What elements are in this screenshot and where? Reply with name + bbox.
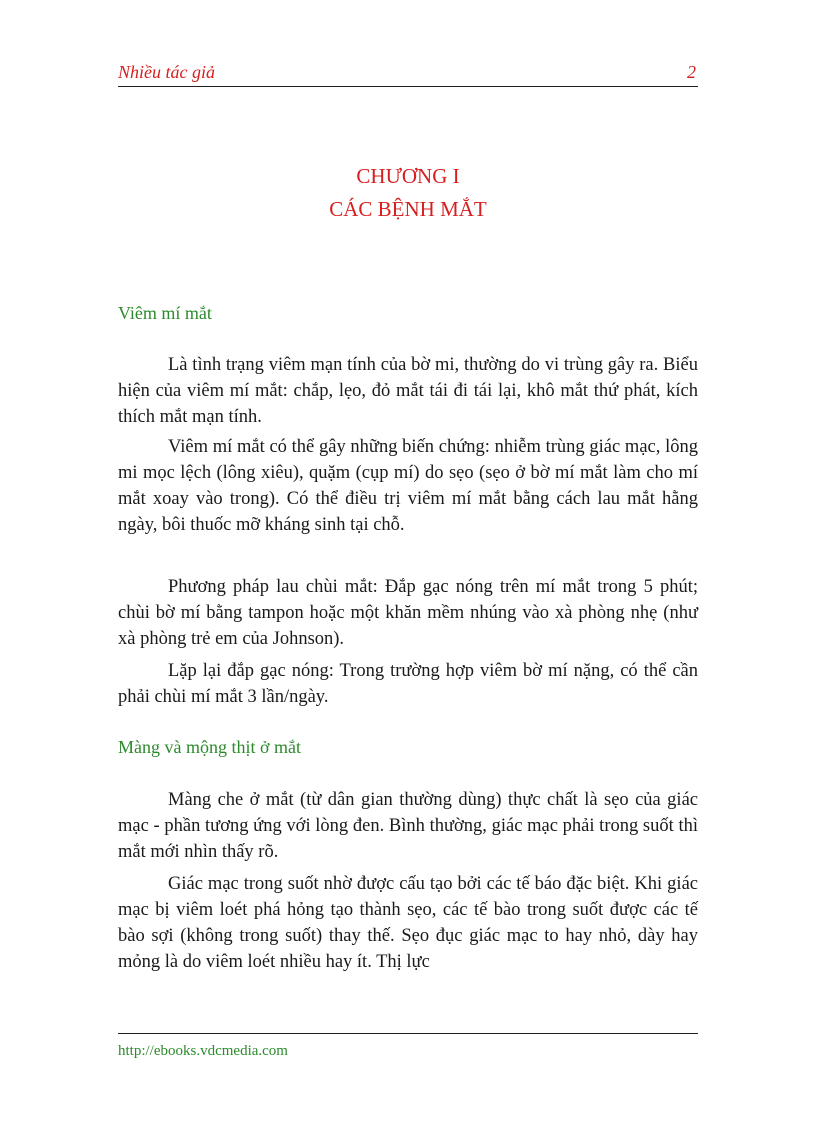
header-author: Nhiều tác giả	[118, 62, 215, 82]
running-header	[118, 60, 698, 87]
chapter-heading	[118, 160, 698, 226]
paragraph: Lặp lại đắp gạc nóng: Trong trường hợp viêm bờ mí nặng, có thể cần phải chùi mí mắt 3 lần/ngày.	[118, 661, 698, 707]
paragraph: Phương pháp lau chùi mắt: Đắp gạc nóng trên mí mắt trong 5 phút; chùi bờ mí bằng tampon hoặc một khăn mềm nhúng vào xà phòng nhẹ (như xà phòng trẻ em của Johnson).	[118, 577, 698, 649]
chapter-title: CÁC BỆNH MẮT	[329, 197, 487, 221]
chapter-label: CHƯƠNG I	[356, 164, 460, 188]
paragraph: Là tình trạng viêm mạn tính của bờ mi, thường do vi trùng gây ra. Biểu hiện của viêm mí mắt: chắp, lẹo, đỏ mắt tái đi tái lại, khô mắt thứ phát, kích thích mắt mạn tính.	[118, 355, 698, 427]
paragraph: Viêm mí mắt có thể gây những biến chứng: nhiễm trùng giác mạc, lông mi mọc lệch (lông xiêu), quặm (cụp mí) do sẹo (sẹo ở bờ mí mắt làm cho mí mắt xoay vào trong). Có thể điều trị viêm mí mắt bằng cách lau mắt hằng ngày, bôi thuốc mỡ kháng sinh tại chỗ.	[118, 437, 698, 535]
paragraph: Giác mạc trong suốt nhờ được cấu tạo bởi các tế báo đặc biệt. Khi giác mạc bị viêm loét phá hỏng tạo thành sẹo, các tế bào trong suốt được các tế bào sợi (không trong suốt) thay thế. Sẹo đục giác mạc to hay nhỏ, dày hay mỏng là do viêm loét nhiều hay ít. Thị lực	[118, 874, 698, 972]
footer-divider	[118, 1033, 698, 1034]
footer-url: http://ebooks.vdcmedia.com	[118, 1043, 288, 1059]
section-heading-mang-va-mong-thit: Màng và mộng thịt ở mắt	[118, 737, 301, 757]
section-heading-viem-mi-mat: Viêm mí mắt	[118, 303, 212, 323]
page-number: 2	[687, 62, 696, 82]
paragraph: Màng che ở mắt (từ dân gian thường dùng) thực chất là sẹo của giác mạc - phần tương ứng với lòng đen. Bình thường, giác mạc phải trong suốt thì mắt mới nhìn thấy rõ.	[118, 790, 698, 862]
